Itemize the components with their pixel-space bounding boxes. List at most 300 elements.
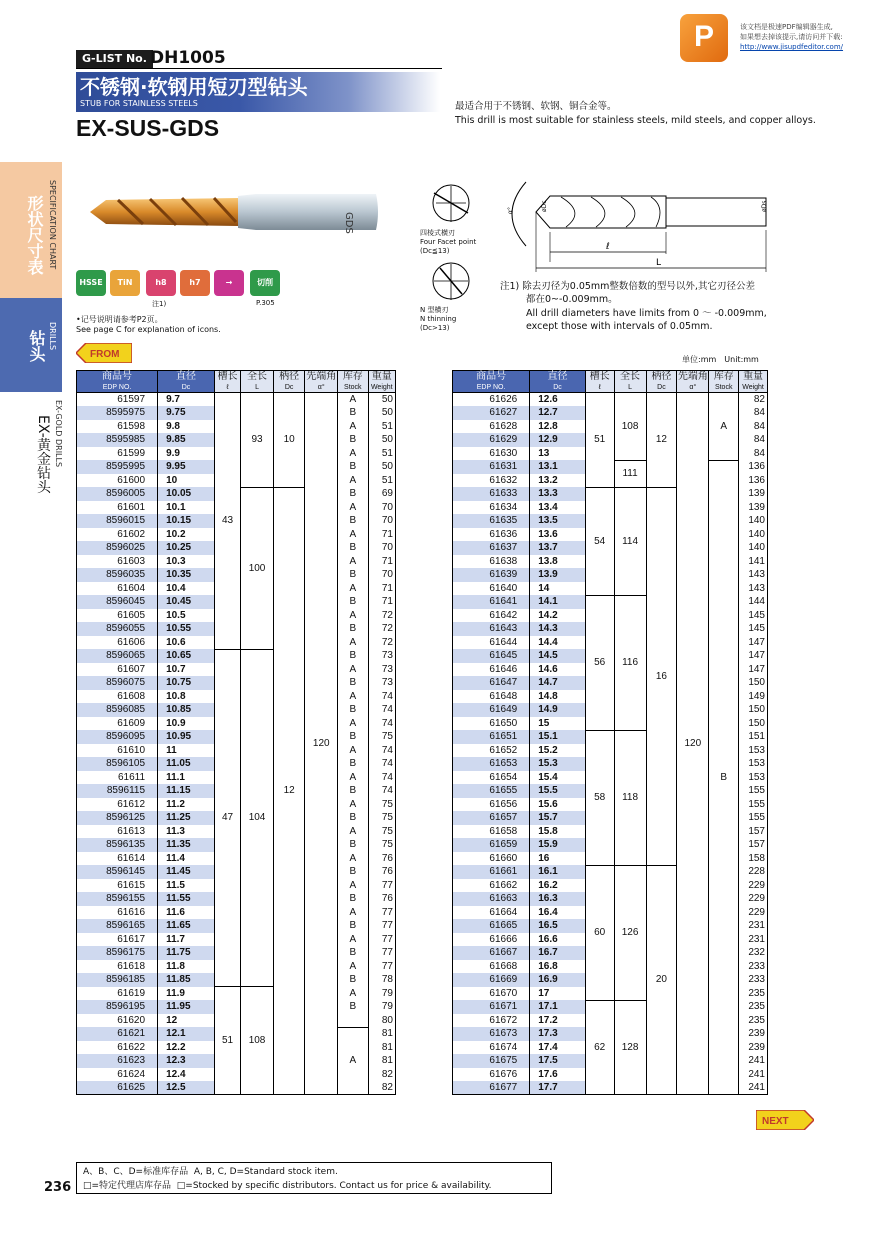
- dc-cell: 14.2: [530, 609, 586, 623]
- weight-cell: 77: [368, 906, 395, 920]
- edp-cell: 61647: [453, 676, 530, 690]
- dc-cell: 10.8: [158, 690, 215, 704]
- edp-cell: 61644: [453, 636, 530, 650]
- weight-cell: 157: [739, 838, 768, 852]
- stock-cell: B: [338, 406, 369, 420]
- weight-cell: 74: [368, 703, 395, 717]
- angle-cell: 120: [305, 393, 338, 1095]
- dc-cell: 17.5: [530, 1054, 586, 1068]
- weight-cell: 84: [739, 433, 768, 447]
- shank-cell: 12: [273, 487, 305, 1095]
- dc-cell: 12.1: [158, 1027, 215, 1041]
- edp-cell: 61643: [453, 622, 530, 636]
- dc-cell: 14.8: [530, 690, 586, 704]
- dc-cell: 14.6: [530, 663, 586, 677]
- stock-cell: B: [338, 460, 369, 474]
- dc-cell: 13.6: [530, 528, 586, 542]
- weight-cell: 136: [739, 474, 768, 488]
- weight-cell: 231: [739, 919, 768, 933]
- weight-cell: 76: [368, 892, 395, 906]
- side-tab-gold-en: EX-GOLD DRILLS: [54, 400, 63, 468]
- edp-cell: 61624: [77, 1068, 158, 1082]
- weight-cell: 80: [368, 1014, 395, 1028]
- edp-cell: 61639: [453, 568, 530, 582]
- col-dc: 直径 Dc: [158, 371, 215, 393]
- description-cn: 最适合用于不锈钢、软钢、铜合金等。: [455, 101, 617, 112]
- dc-cell: 9.95: [158, 460, 215, 474]
- n-thinning-diagram: [426, 256, 476, 306]
- dc-cell: 15.5: [530, 784, 586, 798]
- dc-cell: 10.05: [158, 487, 215, 501]
- edp-cell: 8596015: [77, 514, 158, 528]
- drill-dimension-drawing: [506, 172, 772, 276]
- dc-cell: 11.55: [158, 892, 215, 906]
- weight-cell: 158: [739, 852, 768, 866]
- weight-cell: 82: [368, 1068, 395, 1082]
- stock-cell: B: [338, 703, 369, 717]
- weight-cell: 70: [368, 541, 395, 555]
- weight-cell: 75: [368, 825, 395, 839]
- dc-cell: 11.5: [158, 879, 215, 893]
- dc-cell: 10.6: [158, 636, 215, 650]
- weight-cell: 70: [368, 568, 395, 582]
- weight-cell: 74: [368, 690, 395, 704]
- dc-cell: 15.8: [530, 825, 586, 839]
- dc-cell: 11.45: [158, 865, 215, 879]
- stock-cell: A: [338, 744, 369, 758]
- weight-cell: 147: [739, 636, 768, 650]
- edp-cell: 61642: [453, 609, 530, 623]
- col-edp: 商品号 EDP NO.: [453, 371, 530, 393]
- weight-cell: 235: [739, 1000, 768, 1014]
- weight-cell: 77: [368, 879, 395, 893]
- edp-cell: 61617: [77, 933, 158, 947]
- table-row: [77, 393, 396, 407]
- weight-cell: 71: [368, 595, 395, 609]
- pdf-notice-line1: 该文档是极速PDF编辑器生成,: [740, 23, 833, 31]
- stock-cell: B: [338, 892, 369, 906]
- overall-length-cell: 128: [614, 1000, 646, 1095]
- dc-cell: 12.9: [530, 433, 586, 447]
- edp-cell: 61609: [77, 717, 158, 731]
- pdf-notice-line2: 如果想去掉该提示,请访问并下载:: [740, 33, 843, 41]
- stock-cell: A: [338, 852, 369, 866]
- edp-cell: 61619: [77, 987, 158, 1001]
- weight-cell: 228: [739, 865, 768, 879]
- weight-cell: 153: [739, 757, 768, 771]
- dc-cell: 9.75: [158, 406, 215, 420]
- stock-cell: B: [338, 433, 369, 447]
- icon-legend-note-en: See page C for explanation of icons.: [76, 325, 221, 334]
- stock-cell: B: [338, 730, 369, 744]
- weight-cell: 77: [368, 946, 395, 960]
- weight-cell: 75: [368, 838, 395, 852]
- edp-cell: 61625: [77, 1081, 158, 1095]
- stock-cell: A: [338, 717, 369, 731]
- edp-cell: 8596085: [77, 703, 158, 717]
- edp-cell: 61630: [453, 447, 530, 461]
- stock-legend: [76, 1162, 552, 1194]
- h8-tolerance-icon: h8: [146, 270, 176, 296]
- edp-cell: 61611: [77, 771, 158, 785]
- dc-cell: 11.85: [158, 973, 215, 987]
- table-row: [77, 987, 396, 1001]
- edp-cell: 61652: [453, 744, 530, 758]
- dc-cell: 17.2: [530, 1014, 586, 1028]
- weight-cell: 50: [368, 460, 395, 474]
- edp-cell: 61640: [453, 582, 530, 596]
- icon-legend-note-cn: •记号说明请参考P2页。: [76, 315, 163, 324]
- weight-cell: 140: [739, 514, 768, 528]
- weight-cell: 75: [368, 811, 395, 825]
- edp-cell: 61620: [77, 1014, 158, 1028]
- dc-cell: 11.3: [158, 825, 215, 839]
- dc-cell: 15.4: [530, 771, 586, 785]
- tolerance-note-en-1: All drill diameters have limits from 0 ～ -0.009mm,: [526, 308, 767, 319]
- stock-cell: A: [338, 960, 369, 974]
- edp-cell: 61637: [453, 541, 530, 555]
- dc-cell: 16: [530, 852, 586, 866]
- dc-cell: 10.45: [158, 595, 215, 609]
- weight-cell: 70: [368, 514, 395, 528]
- dc-cell: 10.55: [158, 622, 215, 636]
- dc-cell: 17.1: [530, 1000, 586, 1014]
- side-tab-spec-cn: 形状尺寸表: [25, 195, 44, 275]
- edp-cell: 61636: [453, 528, 530, 542]
- weight-cell: 50: [368, 433, 395, 447]
- weight-cell: 141: [739, 555, 768, 569]
- dc-cell: 12.5: [158, 1081, 215, 1095]
- table-row: [453, 393, 768, 407]
- dc-cell: 11.75: [158, 946, 215, 960]
- weight-cell: 150: [739, 676, 768, 690]
- coolant-icon: →: [214, 270, 244, 296]
- weight-cell: 139: [739, 501, 768, 515]
- edp-cell: 8596075: [77, 676, 158, 690]
- stock-cell: B: [338, 622, 369, 636]
- edp-cell: 8595975: [77, 406, 158, 420]
- flute-length-cell: 54: [585, 487, 614, 595]
- col-edp: 商品号 EDP NO.: [77, 371, 158, 393]
- stock-cell: A: [338, 987, 369, 1001]
- weight-cell: 153: [739, 744, 768, 758]
- edp-cell: 61672: [453, 1014, 530, 1028]
- dc-cell: 10.25: [158, 541, 215, 555]
- product-title-cn: 不锈钢·软钢用短刃型钻头: [80, 75, 308, 99]
- edp-cell: 8596165: [77, 919, 158, 933]
- tolerance-note-cn-1: 注1) 除去刃径为0.05mm整数倍数的型号以外,其它刃径公差: [500, 281, 755, 292]
- weight-cell: 235: [739, 987, 768, 1001]
- stock-cell: A: [338, 501, 369, 515]
- col-weight: 重量 Weight: [739, 371, 768, 393]
- weight-cell: 84: [739, 447, 768, 461]
- dc-cell: 14.5: [530, 649, 586, 663]
- flute-length-cell: 47: [214, 649, 240, 987]
- edp-cell: 8596175: [77, 946, 158, 960]
- drill-marking: GDS: [343, 212, 354, 234]
- edp-cell: 8596055: [77, 622, 158, 636]
- edp-cell: 61634: [453, 501, 530, 515]
- weight-cell: 73: [368, 676, 395, 690]
- weight-cell: 145: [739, 622, 768, 636]
- edp-cell: 8596145: [77, 865, 158, 879]
- model-name: EX-SUS-GDS: [76, 115, 220, 141]
- overall-length-cell: 118: [614, 730, 646, 865]
- dc-cell: 16.2: [530, 879, 586, 893]
- four-facet-point-diagram: [426, 178, 476, 228]
- stock-cell: A: [338, 771, 369, 785]
- edp-cell: 61670: [453, 987, 530, 1001]
- stock-cell: B: [338, 757, 369, 771]
- stock-cell: B: [338, 676, 369, 690]
- stock-cell: B: [338, 541, 369, 555]
- weight-cell: 241: [739, 1068, 768, 1082]
- col-shank: 柄径 Dc: [273, 371, 305, 393]
- dc-cell: 15: [530, 717, 586, 731]
- overall-length-cell: 111: [614, 460, 646, 487]
- edp-cell: 61649: [453, 703, 530, 717]
- edp-cell: 61632: [453, 474, 530, 488]
- hsse-icon: HSSE: [76, 270, 106, 296]
- weight-cell: 50: [368, 406, 395, 420]
- stock-cell: A: [338, 825, 369, 839]
- edp-cell: 61598: [77, 420, 158, 434]
- weight-cell: 229: [739, 892, 768, 906]
- edp-cell: 8596185: [77, 973, 158, 987]
- dc-cell: 15.2: [530, 744, 586, 758]
- edp-cell: 61603: [77, 555, 158, 569]
- dc-cell: 9.7: [158, 393, 215, 407]
- weight-cell: 79: [368, 987, 395, 1001]
- dc-cell: 17.4: [530, 1041, 586, 1055]
- edp-cell: 61657: [453, 811, 530, 825]
- dc-cell: 16.5: [530, 919, 586, 933]
- edp-cell: 61664: [453, 906, 530, 920]
- edp-cell: 8596005: [77, 487, 158, 501]
- weight-cell: 51: [368, 420, 395, 434]
- edp-cell: 8596135: [77, 838, 158, 852]
- edp-cell: 8596105: [77, 757, 158, 771]
- edp-cell: 8595995: [77, 460, 158, 474]
- edp-cell: 61616: [77, 906, 158, 920]
- dc-cell: 10.35: [158, 568, 215, 582]
- col-overall-length: 全长 L: [614, 371, 646, 393]
- edp-cell: 61669: [453, 973, 530, 987]
- stock-cell: A: [338, 663, 369, 677]
- weight-cell: 241: [739, 1081, 768, 1095]
- dim-ds: øDs: [761, 200, 768, 212]
- dc-cell: 11.2: [158, 798, 215, 812]
- stock-cell: A: [338, 393, 369, 407]
- weight-cell: 139: [739, 487, 768, 501]
- dc-cell: 12.6: [530, 393, 586, 407]
- edp-cell: 61622: [77, 1041, 158, 1055]
- weight-cell: 153: [739, 771, 768, 785]
- from-button[interactable]: [76, 343, 132, 363]
- drill-product-image: [88, 190, 380, 234]
- overall-length-cell: 100: [241, 487, 274, 649]
- edp-cell: 61604: [77, 582, 158, 596]
- dc-cell: 10.65: [158, 649, 215, 663]
- spec-table-left: [76, 370, 396, 1095]
- stock-cell: A: [338, 420, 369, 434]
- weight-cell: 75: [368, 730, 395, 744]
- edp-cell: 61606: [77, 636, 158, 650]
- edp-cell: 8596045: [77, 595, 158, 609]
- col-dc: 直径 Dc: [530, 371, 586, 393]
- weight-cell: 233: [739, 960, 768, 974]
- col-flute-length: 槽长 ℓ: [585, 371, 614, 393]
- dc-cell: 14.1: [530, 595, 586, 609]
- edp-cell: 61629: [453, 433, 530, 447]
- col-stock: 库存 Stock: [709, 371, 739, 393]
- weight-cell: 233: [739, 973, 768, 987]
- weight-cell: 51: [368, 447, 395, 461]
- dim-angle: α°: [507, 207, 514, 214]
- stock-cell: B: [338, 487, 369, 501]
- shank-cell: 10: [273, 393, 305, 488]
- cutting-icon: 切削: [250, 270, 280, 296]
- weight-cell: 73: [368, 649, 395, 663]
- stock-cell: A: [338, 690, 369, 704]
- dim-overall-length: L: [656, 258, 662, 268]
- flute-length-cell: 43: [214, 393, 240, 650]
- edp-cell: 61658: [453, 825, 530, 839]
- weight-cell: 140: [739, 528, 768, 542]
- dc-cell: 11.65: [158, 919, 215, 933]
- dc-cell: 9.85: [158, 433, 215, 447]
- dc-cell: 11.25: [158, 811, 215, 825]
- dc-cell: 14.3: [530, 622, 586, 636]
- stock-cell: A: [338, 582, 369, 596]
- flute-length-cell: 60: [585, 865, 614, 1000]
- weight-cell: 69: [368, 487, 395, 501]
- edp-cell: 61597: [77, 393, 158, 407]
- dc-cell: 12.4: [158, 1068, 215, 1082]
- weight-cell: 77: [368, 960, 395, 974]
- weight-cell: 77: [368, 933, 395, 947]
- dc-cell: 11.1: [158, 771, 215, 785]
- dc-cell: 14.4: [530, 636, 586, 650]
- edp-cell: 61665: [453, 919, 530, 933]
- angle-cell: 120: [677, 393, 709, 1095]
- product-title-en: STUB FOR STAINLESS STEELS: [80, 99, 198, 108]
- dc-cell: 11.05: [158, 757, 215, 771]
- edp-cell: 61633: [453, 487, 530, 501]
- from-label: FROM: [90, 349, 120, 360]
- stock-cell: B: [338, 595, 369, 609]
- edp-cell: 61661: [453, 865, 530, 879]
- edp-cell: 61663: [453, 892, 530, 906]
- edp-cell: 61677: [453, 1081, 530, 1095]
- edp-cell: 61613: [77, 825, 158, 839]
- dc-cell: 16.1: [530, 865, 586, 879]
- weight-cell: 73: [368, 663, 395, 677]
- weight-cell: 71: [368, 582, 395, 596]
- dc-cell: 16.7: [530, 946, 586, 960]
- dc-cell: 11.6: [158, 906, 215, 920]
- icon-page-ref: P.305: [256, 299, 275, 307]
- stock-cell: B: [338, 784, 369, 798]
- stock-cell: A: [338, 474, 369, 488]
- next-button[interactable]: [756, 1110, 814, 1130]
- flute-length-cell: 51: [214, 987, 240, 1095]
- dc-cell: 10.85: [158, 703, 215, 717]
- stock-legend-line1: A、B、C、D=标准库存品 A, B, C, D=Standard stock item.: [83, 1167, 338, 1177]
- edp-cell: 61667: [453, 946, 530, 960]
- tin-coating-icon: TiN: [110, 270, 140, 296]
- edp-cell: 8596115: [77, 784, 158, 798]
- side-tab-drills-en: DRILLS: [48, 322, 57, 351]
- pdf-notice-link[interactable]: http://www.jisupdfeditor.com/: [740, 43, 844, 51]
- dc-cell: 12.8: [530, 420, 586, 434]
- flute-length-cell: 62: [585, 1000, 614, 1095]
- h7-shank-icon: h7: [180, 270, 210, 296]
- dim-dc: øDc: [541, 200, 548, 212]
- spec-table-right-body: [453, 393, 768, 1095]
- edp-cell: 61626: [453, 393, 530, 407]
- dc-cell: 12.7: [530, 406, 586, 420]
- dc-cell: 10.75: [158, 676, 215, 690]
- stock-cell: B: [338, 568, 369, 582]
- edp-cell: 61615: [77, 879, 158, 893]
- dc-cell: 12.3: [158, 1054, 215, 1068]
- weight-cell: 76: [368, 852, 395, 866]
- dc-cell: 11.7: [158, 933, 215, 947]
- edp-cell: 61673: [453, 1027, 530, 1041]
- weight-cell: 81: [368, 1041, 395, 1055]
- drill-shank: [238, 194, 378, 230]
- edp-cell: 61668: [453, 960, 530, 974]
- dc-cell: 13.4: [530, 501, 586, 515]
- weight-cell: 229: [739, 906, 768, 920]
- dc-cell: 16.9: [530, 973, 586, 987]
- edp-cell: 61638: [453, 555, 530, 569]
- edp-cell: 61614: [77, 852, 158, 866]
- dc-cell: 13.7: [530, 541, 586, 555]
- dc-cell: 16.3: [530, 892, 586, 906]
- weight-cell: 145: [739, 609, 768, 623]
- dc-cell: 11.15: [158, 784, 215, 798]
- col-overall-length: 全长 L: [241, 371, 274, 393]
- weight-cell: 140: [739, 541, 768, 555]
- overall-length-cell: 126: [614, 865, 646, 1000]
- glist-label: G-LIST No.: [76, 50, 153, 68]
- edp-cell: 8596035: [77, 568, 158, 582]
- dc-cell: 14.7: [530, 676, 586, 690]
- edp-cell: 8596065: [77, 649, 158, 663]
- shank-cell: 12: [646, 393, 677, 488]
- dc-cell: 17: [530, 987, 586, 1001]
- weight-cell: 144: [739, 595, 768, 609]
- stock-cell: A: [338, 798, 369, 812]
- weight-cell: 239: [739, 1041, 768, 1055]
- dc-cell: 15.1: [530, 730, 586, 744]
- weight-cell: 147: [739, 663, 768, 677]
- stock-cell: B: [338, 514, 369, 528]
- edp-cell: 61646: [453, 663, 530, 677]
- weight-cell: 74: [368, 784, 395, 798]
- tolerance-note-en-2: except those with intervals of 0.05mm.: [526, 321, 713, 332]
- weight-cell: 72: [368, 622, 395, 636]
- weight-cell: 75: [368, 798, 395, 812]
- spec-table-right: [452, 370, 768, 1095]
- weight-cell: 155: [739, 811, 768, 825]
- overall-length-cell: 104: [241, 649, 274, 987]
- side-tab-spec-en: SPECIFICATION CHART: [48, 180, 57, 270]
- edp-cell: 61656: [453, 798, 530, 812]
- stock-cell: A: [338, 528, 369, 542]
